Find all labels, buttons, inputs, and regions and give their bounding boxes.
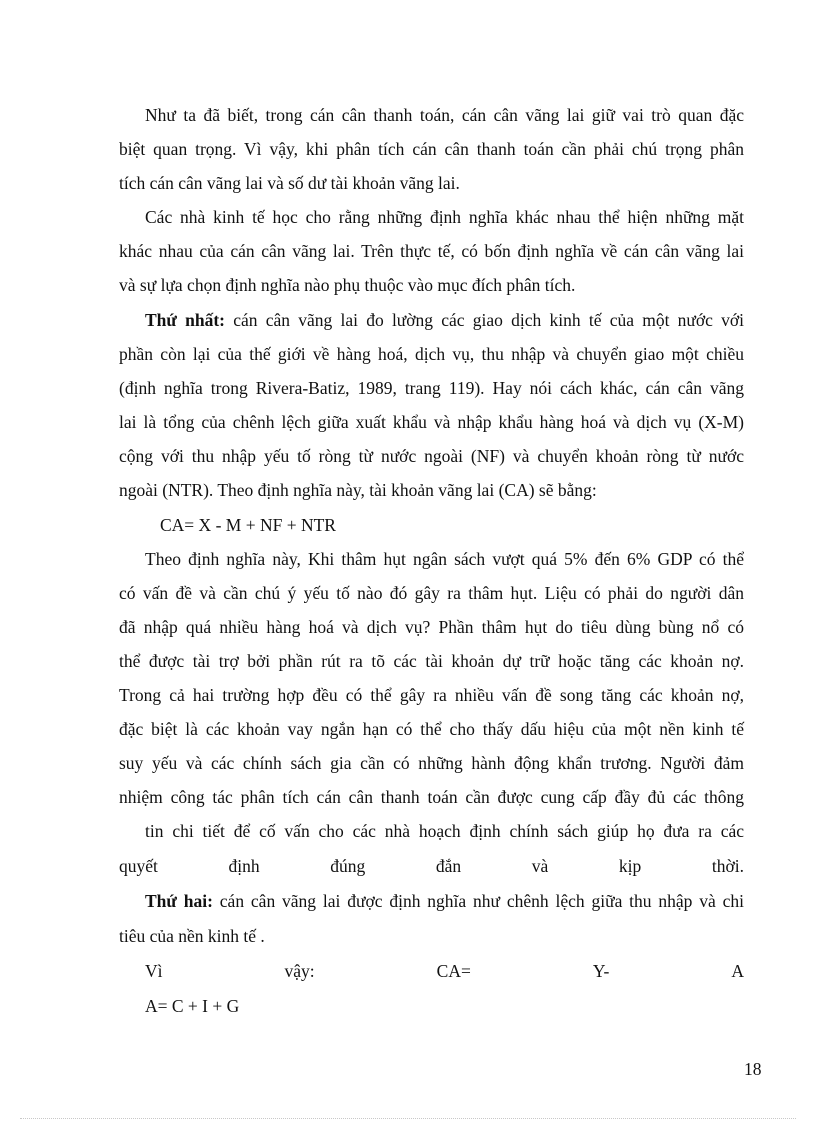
paragraph-4-line-10 <box>119 855 744 877</box>
word: và <box>531 856 549 876</box>
paragraph-4-line-4: thể được tài trợ bởi phần rút ra tõ các tài khoản dự trữ hoặc tăng các khoản nợ. <box>119 651 744 671</box>
paragraph-4-line-7: suy yếu và các chính sách gia cần có những hành động khẩn trương. Người đảm <box>119 753 744 773</box>
word: đắn <box>435 856 462 876</box>
paragraph-1-line-2: biệt quan trọng. Vì vậy, khi phân tích cán cân thanh toán cần phải chú trọng phân <box>119 139 744 159</box>
formula-current-account: CA= X - M + NF + NTR <box>160 515 336 535</box>
paragraph-3-line-6: ngoài (NTR). Theo định nghĩa này, tài khoản vãng lai (CA) sẽ bằng: <box>119 480 597 500</box>
definition-2-text: cán cân vãng lai được định nghĩa như chênh lệch giữa thu nhập và chi <box>212 891 744 911</box>
paragraph-4-line-9: tin chi tiết để cố vấn cho các nhà hoạch định chính sách giúp họ đưa ra các <box>145 821 744 841</box>
word: thời. <box>711 856 744 876</box>
word: kịp <box>618 856 642 876</box>
paragraph-5-line-1 <box>145 890 744 912</box>
paragraph-3-line-5: cộng với thu nhập yếu tố ròng từ nước ngoài (NF) và chuyển khoản ròng từ nước <box>119 446 744 466</box>
paragraph-4-line-1: Theo định nghĩa này, Khi thâm hụt ngân sách vượt quá 5% đến 6% GDP có thể <box>145 549 744 569</box>
paragraph-4-line-5: Trong cả hai trường hợp đều có thể gây ra nhiều vấn đề song tăng các khoản nợ, <box>119 685 744 705</box>
formula-absorption: A= C + I + G <box>145 996 240 1016</box>
definition-1-label: Thứ nhất: <box>145 310 226 330</box>
paragraph-1-line-1: Như ta đã biết, trong cán cân thanh toán, cán cân vãng lai giữ vai trò quan đặc <box>145 105 744 125</box>
word: Vì <box>145 961 163 981</box>
page-number: 18 <box>744 1059 762 1079</box>
formula-ca-y-a <box>145 960 744 982</box>
paragraph-4-line-2: có vấn đề và cần chú ý yếu tố nào đó gây ra thâm hụt. Liệu có phải do người dân <box>119 583 744 603</box>
paragraph-4-line-8: nhiệm công tác phân tích cán cân thanh toán cần được cung cấp đầy đủ các thông <box>119 787 744 807</box>
word: A <box>731 961 744 981</box>
definition-1-text: cán cân vãng lai đo lường các giao dịch kinh tế của một nước với <box>225 310 744 330</box>
word: Y- <box>592 961 610 981</box>
word: quyết <box>119 856 158 876</box>
footer-divider <box>20 1118 796 1119</box>
paragraph-2-line-3: và sự lựa chọn định nghĩa nào phụ thuộc vào mục đích phân tích. <box>119 275 576 295</box>
paragraph-3-line-3: (định nghĩa trong Rivera-Batiz, 1989, trang 119). Hay nói cách khác, cán cân vãng <box>119 378 744 398</box>
paragraph-3-line-2: phần còn lại của thế giới về hàng hoá, dịch vụ, thu nhập và chuyển giao một chiều <box>119 344 744 364</box>
paragraph-1-line-3: tích cán cân vãng lai và số dư tài khoản vãng lai. <box>119 173 460 193</box>
word: đúng <box>330 856 366 876</box>
definition-2-label: Thứ hai: <box>145 891 213 911</box>
paragraph-5-line-2: tiêu của nền kinh tế . <box>119 926 265 946</box>
word: CA= <box>436 961 471 981</box>
paragraph-3-line-4: lai là tổng của chênh lệch giữa xuất khẩu và nhập khẩu hàng hoá và dịch vụ (X-M) <box>119 412 744 432</box>
paragraph-2-line-2: khác nhau của cán cân vãng lai. Trên thực tế, có bốn định nghĩa về cán cân vãng lai <box>119 241 744 261</box>
word: định <box>228 856 260 876</box>
paragraph-3-line-1 <box>145 309 744 331</box>
paragraph-2-line-1: Các nhà kinh tế học cho rằng những định nghĩa khác nhau thể hiện những mặt <box>145 207 744 227</box>
paragraph-4-line-3: đã nhập quá nhiều hàng hoá và dịch vụ? Phần thâm hụt do tiêu dùng bùng nổ có <box>119 617 744 637</box>
paragraph-4-line-6: đặc biệt là các khoản vay ngắn hạn có thể cho thấy dấu hiệu của một nền kinh tế <box>119 719 744 739</box>
word: vậy: <box>284 961 315 981</box>
